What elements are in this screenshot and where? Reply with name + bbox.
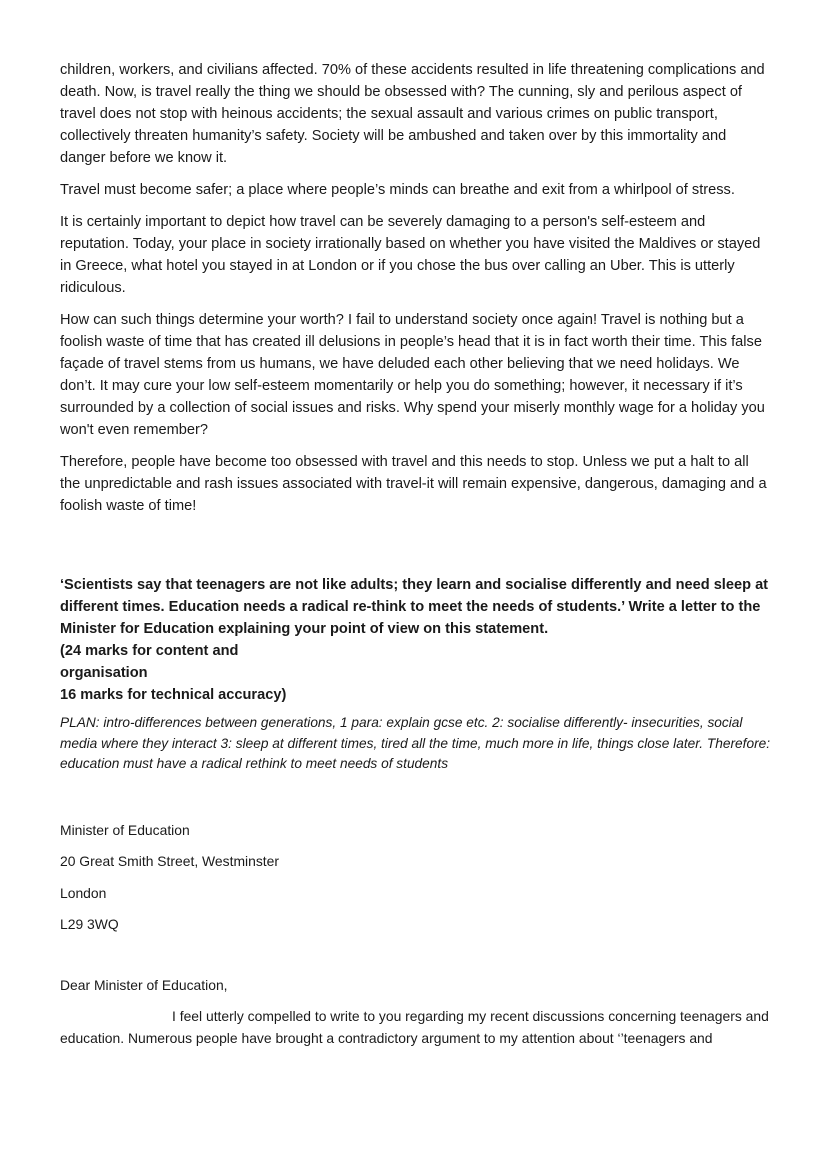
letter-opening-paragraph [60, 1005, 772, 1049]
essay-paragraph: How can such things determine your worth? I fail to understand society once again! Travel is nothing but a foolish waste of time that has created ill delusions in people’s head that it is in fact worth their time. This false façade of travel stems from us humans, we have deluded each other believing that we need holidays. We don’t. It may cure your low self-esteem momentarily or help you do something; however, it necessary if it’s surrounded by a collection of social issues and risks. Why spend your miserly monthly wage for a holiday you won't even remember? [60, 312, 765, 438]
address-postcode: L29 3WQ [60, 916, 119, 932]
essay-paragraph: Travel must become safer; a place where people’s minds can breathe and exit from a whirlpool of stress. [60, 182, 735, 198]
essay-paragraph: It is certainly important to depict how travel can be severely damaging to a person's self-esteem and reputation. Today, your place in society irrationally based on whether you have visited the Maldives or stayed in Greece, what hotel you stayed in at London or if you chose the bus over calling an Uber. This is utterly ridiculous. [60, 214, 761, 296]
essay-paragraph: Therefore, people have become too obsessed with travel and this needs to stop. Unless we put a halt to all the unpredictable and rash issues associated with travel-it will remain expensive, dangerous, damaging and a foolish waste of time! [60, 454, 767, 514]
task-marks-line: (24 marks for content and [60, 643, 239, 659]
task-marks-line: 16 marks for technical accuracy) [60, 687, 287, 703]
letter-opening-text: I feel utterly compelled to write to you regarding my recent discussions concerning teenagers and education. Numerous people have brought a contradictory argument to my attention about ‘’teenagers and [60, 1007, 769, 1046]
address-city: London [60, 884, 107, 901]
letter-greeting: Dear Minister of Education, [60, 976, 228, 993]
task-prompt: ‘Scientists say that teenagers are not like adults; they learn and socialise differently and need sleep at different times. Education needs a radical re-think to meet the needs of students.’ Write a letter to the Minister for Education explaining your point of view on this statement. [60, 577, 769, 637]
document-body [60, 59, 772, 1049]
recipient-address [60, 820, 772, 936]
address-street: 20 Great Smith Street, Westminster [60, 853, 279, 869]
address-recipient: Minister of Education [60, 821, 190, 838]
essay-plan: PLAN: intro-differences between generations, 1 para: explain gcse etc. 2: socialise differently- insecurities, social media where they interact 3: sleep at different times, tired all the time, much more in life, things close later. Therefore: education must have a radical rethink to meet needs of students [60, 715, 771, 771]
task-marks-line: organisation [60, 665, 148, 681]
task-block [60, 574, 772, 775]
essay-paragraph: children, workers, and civilians affected. 70% of these accidents resulted in life threatening complications and death. Now, is travel really the thing we should be obsessed with? The cunning, sly and perilous aspect of travel does not stop with heinous accidents; the sexual assault and various crimes on public transport, collectively threaten humanity’s safety. Society will be ambushed and taken over by this immortality and danger before we know it. [60, 62, 765, 166]
